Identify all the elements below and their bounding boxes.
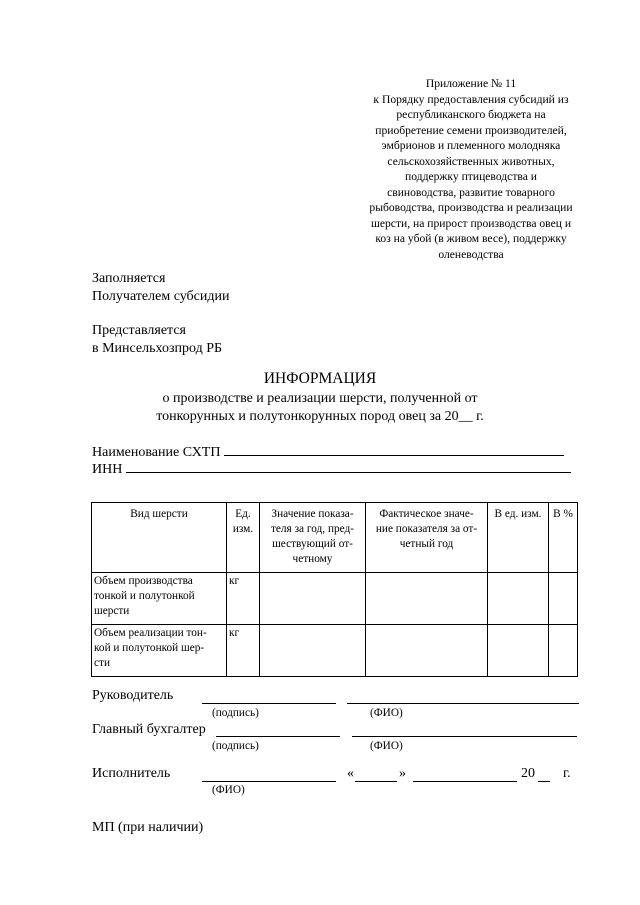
header-unit: Ед. изм. (227, 503, 260, 573)
organization-name-label: Наименование СХТП (92, 445, 221, 460)
appendix-line: свиноводства, развитие товарного (387, 185, 555, 199)
accountant-signature-hint: (подпись) (212, 740, 259, 752)
header-wool-type: Вид шерсти (92, 503, 227, 573)
row-unit: кг (227, 573, 260, 625)
table-row (92, 625, 578, 677)
appendix-line: шерсти, на прирост производства овец и (370, 216, 572, 230)
inn-field[interactable] (92, 459, 571, 478)
header-actual-value: Фактическое значе- ние показателя за от- четный год (366, 503, 488, 573)
cell-actual-value[interactable] (366, 573, 488, 625)
organization-name-blank[interactable] (224, 442, 564, 456)
appendix-line: рыбоводства, производства и реализации (369, 201, 573, 214)
header-in-units: В ед. изм. (488, 503, 549, 573)
appendix-line: поддержку птицеводства и (405, 170, 537, 183)
date-month-line[interactable] (413, 781, 517, 782)
cell-in-units[interactable] (488, 625, 549, 677)
row-unit: кг (227, 625, 260, 677)
document-subtitle-2: тонкорунных и полутонкорунных пород овец за 20__ г. (156, 409, 484, 424)
appendix-line: приобретение семени производителей, (375, 123, 567, 137)
appendix-line: к Порядку предоставления субсидий из (373, 92, 569, 106)
date-day-line[interactable] (355, 781, 397, 782)
wool-info-table (91, 502, 578, 677)
filled-by-note (92, 270, 229, 306)
document-subtitle-1: о производстве и реализации шерсти, полученной от (162, 391, 478, 406)
accountant-name-line[interactable] (352, 736, 577, 737)
head-name-line[interactable] (347, 703, 579, 704)
cell-previous-year[interactable] (260, 625, 366, 677)
inn-blank[interactable] (126, 459, 571, 473)
date-year-prefix: 20 (521, 766, 535, 781)
submitted-to-note (92, 322, 222, 358)
date-quote-open: « (347, 766, 354, 781)
filled-by-line1: Заполняется (92, 271, 166, 286)
appendix-line: республиканского бюджета на (396, 108, 546, 121)
date-year-suffix: г. (563, 766, 571, 781)
header-percent: В % (549, 503, 578, 573)
cell-actual-value[interactable] (366, 625, 488, 677)
header-previous-year: Значение показа- теля за год, пред- шествующий от- четному (260, 503, 366, 573)
head-fio-hint: (ФИО) (370, 707, 403, 719)
head-label: Руководитель (92, 688, 174, 703)
row-label: Объем производства тонкой и полутонкой шерсти (92, 573, 227, 625)
head-signature-hint: (подпись) (212, 707, 259, 719)
date-year-line[interactable] (538, 781, 550, 782)
cell-in-units[interactable] (488, 573, 549, 625)
table-row (92, 573, 578, 625)
appendix-note (340, 76, 602, 262)
appendix-line: эмбрионов и племенного молодняка (381, 139, 561, 152)
stamp-note: МП (при наличии) (92, 820, 204, 835)
cell-percent[interactable] (549, 625, 578, 677)
accountant-signature-line[interactable] (216, 736, 340, 737)
executor-fio-hint: (ФИО) (212, 784, 245, 796)
row-label: Объем реализации тон- кой и полутонкой шер- сти (92, 625, 227, 677)
executor-name-line[interactable] (202, 781, 336, 782)
cell-percent[interactable] (549, 573, 578, 625)
chief-accountant-label: Главный бухгалтер (92, 722, 206, 737)
submitted-to-line1: Представляется (92, 323, 186, 338)
submitted-to-line2: в Минсельхозпрод РБ (92, 341, 223, 356)
appendix-line: оленеводства (438, 247, 504, 261)
inn-label: ИНН (92, 462, 123, 477)
table-header-row (92, 503, 578, 573)
filled-by-line2: Получателем субсидии (92, 289, 230, 304)
appendix-line: коз на убой (в живом весе), поддержку (375, 232, 567, 245)
cell-previous-year[interactable] (260, 573, 366, 625)
document-title: ИНФОРМАЦИЯ (263, 370, 377, 387)
appendix-line: Приложение № 11 (425, 77, 517, 90)
executor-label: Исполнитель (92, 766, 171, 781)
appendix-line: сельскохозяйственных животных, (387, 154, 555, 168)
head-signature-line[interactable] (202, 703, 336, 704)
date-quote-close: » (399, 766, 406, 781)
accountant-fio-hint: (ФИО) (370, 740, 403, 752)
